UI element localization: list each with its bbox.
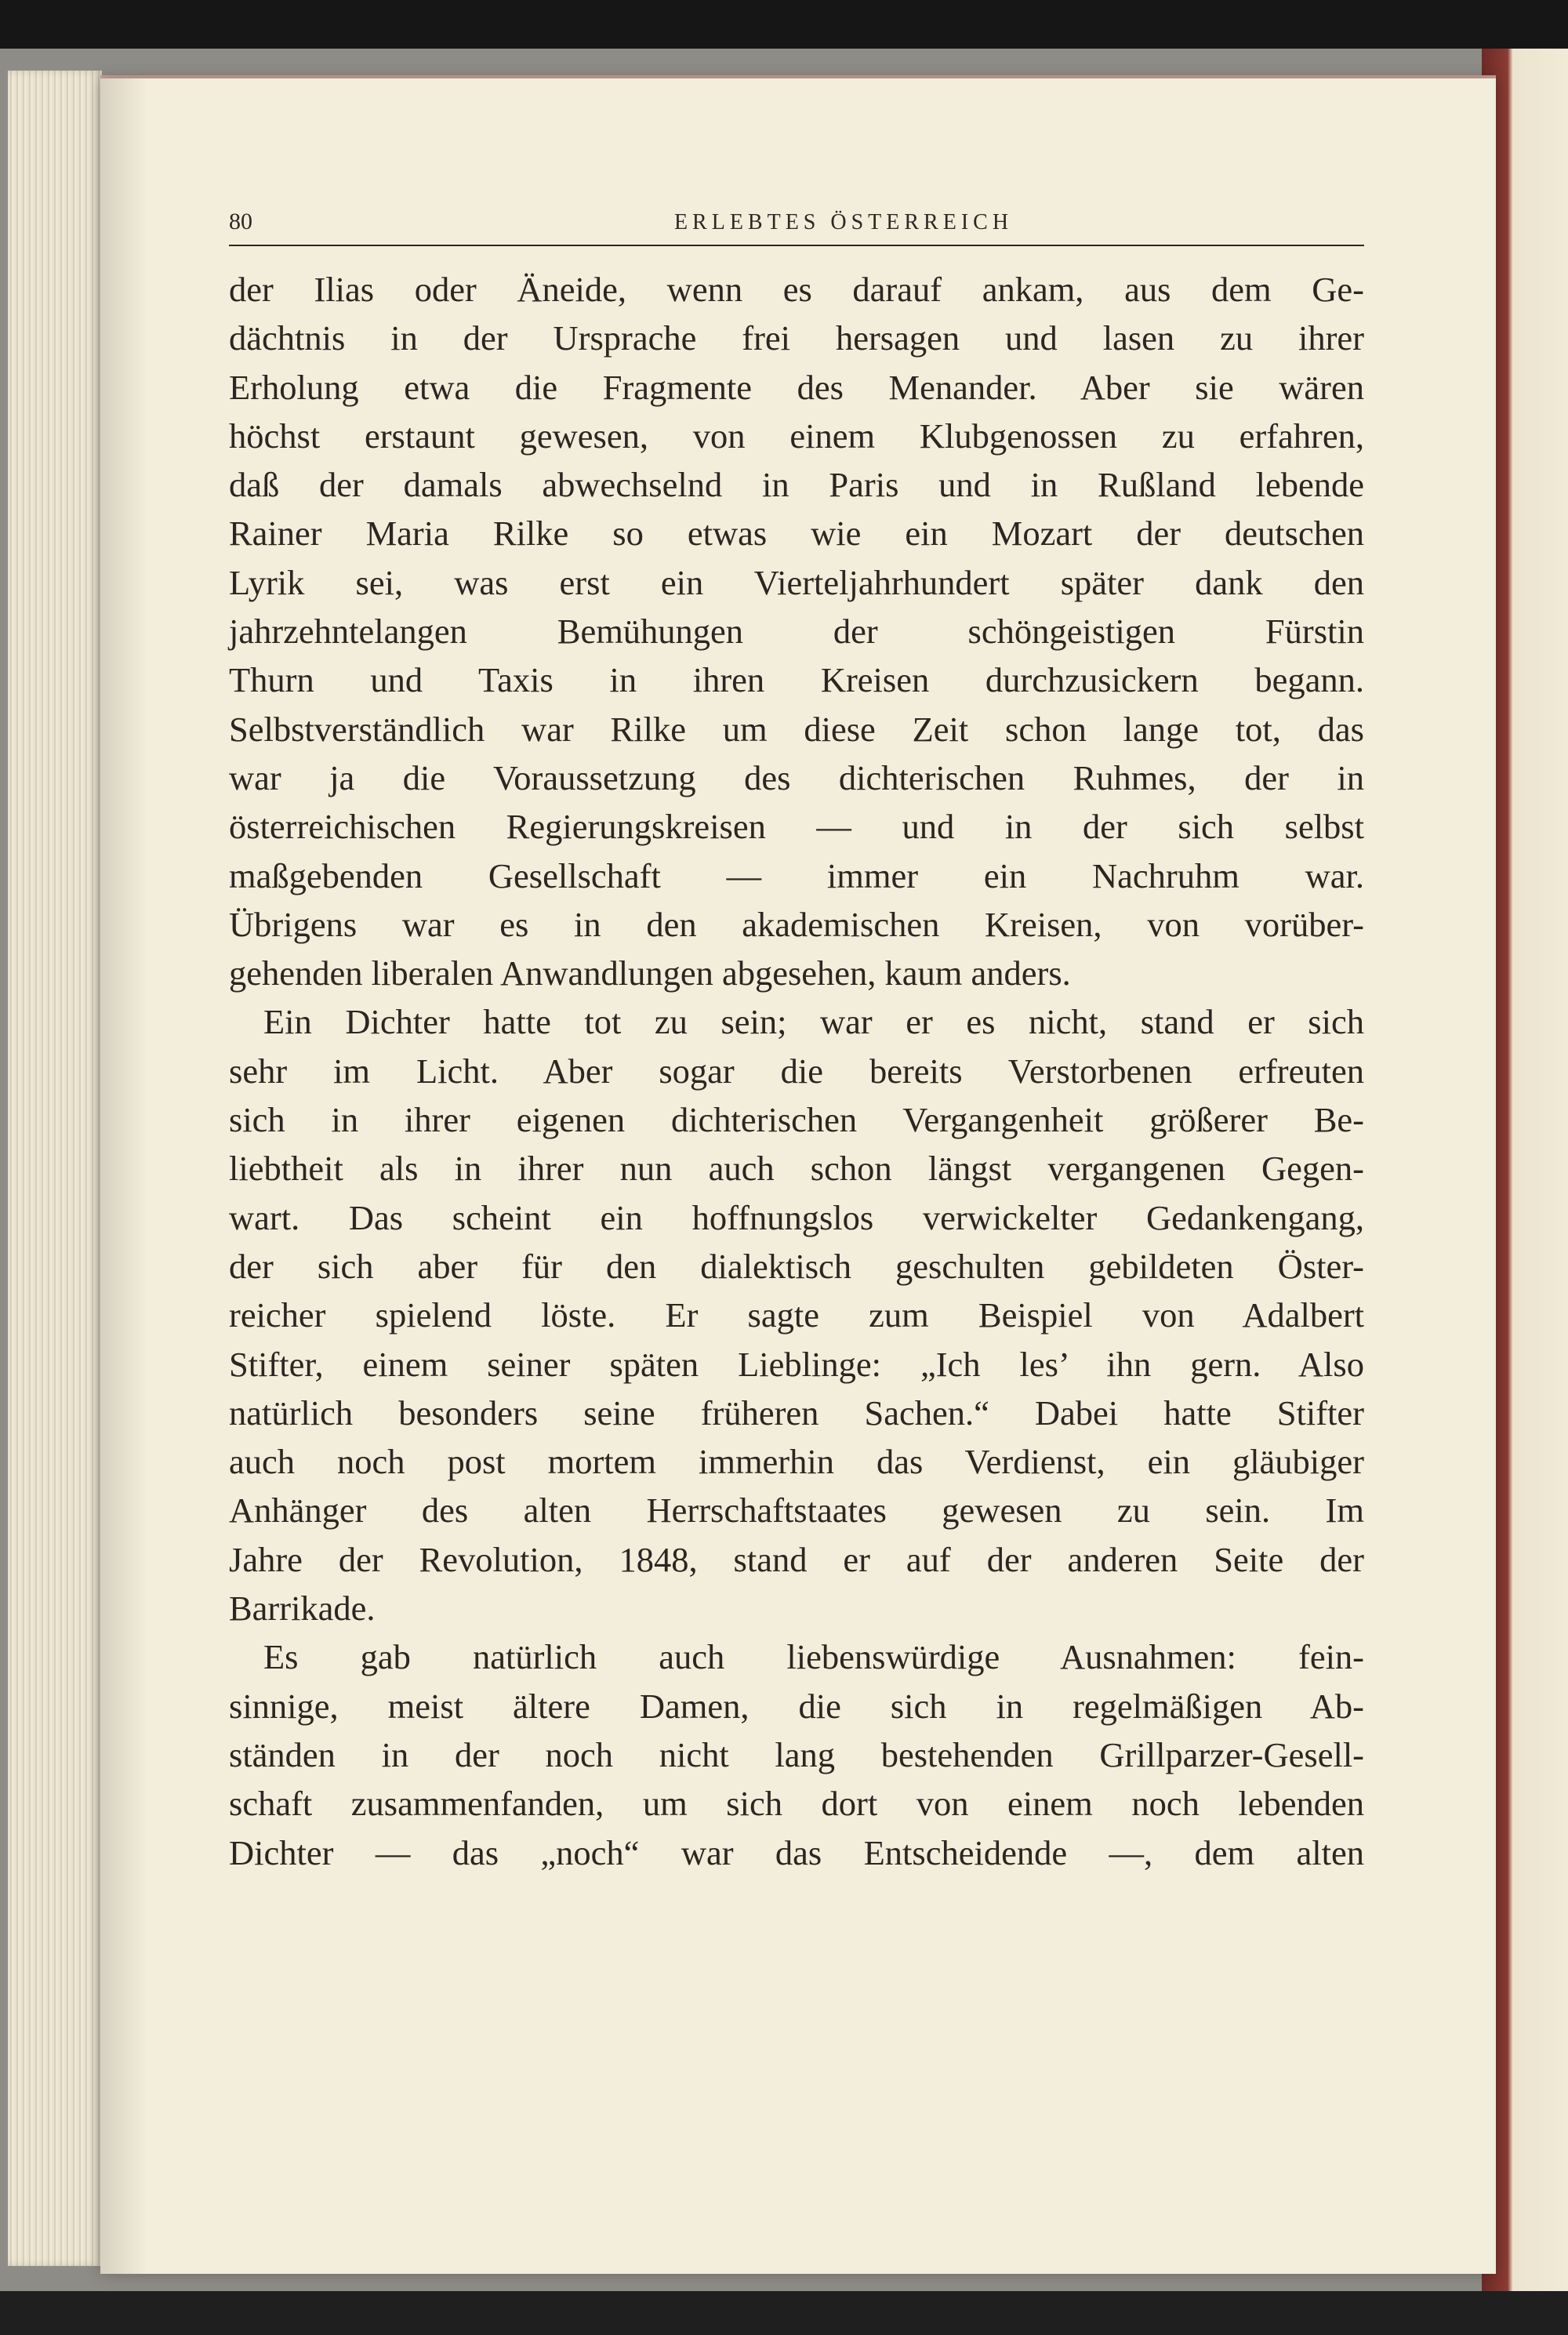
text-line: Jahre der Revolution, 1848, stand er auf der anderen Seite der [229,1539,1364,1579]
text-line: auch noch post mortem immerhin das Verdienst, ein gläubiger [229,1442,1364,1482]
text-line: reicher spielend löste. Er sagte zum Beispiel von Adalbert [229,1295,1364,1335]
text-line: maßgebenden Gesellschaft — immer ein Nachruhm war. [229,855,1364,895]
text-line: Selbstverständlich war Rilke um diese Zeit schon lange tot, das [229,709,1364,749]
text-line: Erholung etwa die Fragmente des Menander. Aber sie wären [229,367,1364,407]
text-line: österreichischen Regierungskreisen — und in der sich selbst [229,807,1364,847]
text-line: war ja die Voraussetzung des dichterischen Ruhmes, der in [229,757,1364,797]
gutter-shadow [100,78,147,2274]
text-line: ständen in der noch nicht lang bestehenden Grillparzer-Gesell- [229,1734,1364,1774]
text-line: Barrikade. [229,1589,376,1629]
text-line: sehr im Licht. Aber sogar die bereits Verstorbenen erfreuten [229,1051,1364,1091]
paragraph-1 [229,265,1364,997]
page-edges [8,71,102,2266]
text-line: natürlich besonders seine früheren Sachen.“ Dabei hatte Stifter [229,1393,1364,1433]
paragraph-2 [229,997,1364,1632]
text-line: Dichter — das „noch“ war das Entscheidende —, dem alten [229,1832,1364,1872]
running-head: ERLEBTES ÖSTERREICH [673,210,1014,234]
text-line: Es gab natürlich auch liebenswürdige Ausnahmen: fein- [263,1637,1364,1677]
page-number: 80 [229,209,252,234]
body-text [229,265,1364,1877]
text-line: Thurn und Taxis in ihren Kreisen durchzusickern begann. [229,660,1364,700]
text-line: daß der damals abwechselnd in Paris und in Rußland lebende [229,465,1364,505]
text-line: sinnige, meist ältere Damen, die sich in regelmäßigen Ab- [229,1686,1364,1726]
text-line: der Ilias oder Äneide, wenn es darauf ankam, aus dem Ge- [229,270,1364,309]
text-line: der sich aber für den dialektisch geschulten gebildeten Öster- [229,1246,1364,1286]
text-line: Ein Dichter hatte tot zu sein; war er es nicht, stand er sich [263,1002,1364,1042]
paragraph-3 [229,1632,1364,1876]
text-line: Rainer Maria Rilke so etwas wie ein Mozart der deutschen [229,514,1364,554]
text-line: Stifter, einem seiner späten Lieblinge: „Ich les’ ihn gern. Also [229,1344,1364,1384]
text-line: liebtheit als in ihrer nun auch schon längst vergangenen Gegen- [229,1149,1364,1189]
text-line: jahrzehntelangen Bemühungen der schöngeistigen Fürstin [229,612,1364,652]
page-header [229,205,1364,246]
text-line: sich in ihrer eigenen dichterischen Vergangenheit größerer Be- [229,1100,1364,1140]
text-line: gehenden liberalen Anwandlungen abgesehen, kaum anders. [229,953,1071,993]
text-line: Übrigens war es in den akademischen Kreisen, von vorüber- [229,904,1364,944]
text-line: höchst erstaunt gewesen, von einem Klubgenossen zu erfahren, [229,416,1364,456]
text-line: Anhänger des alten Herrschaftstaates gewesen zu sein. Im [229,1491,1364,1531]
text-line: dächtnis in der Ursprache frei hersagen und lasen zu ihrer [229,318,1364,358]
text-line: Lyrik sei, was erst ein Vierteljahrhundert später dank den [229,562,1364,602]
text-line: wart. Das scheint ein hoffnungslos verwickelter Gedankengang, [229,1197,1364,1237]
text-line: schaft zusammenfanden, um sich dort von einem noch lebenden [229,1784,1364,1824]
